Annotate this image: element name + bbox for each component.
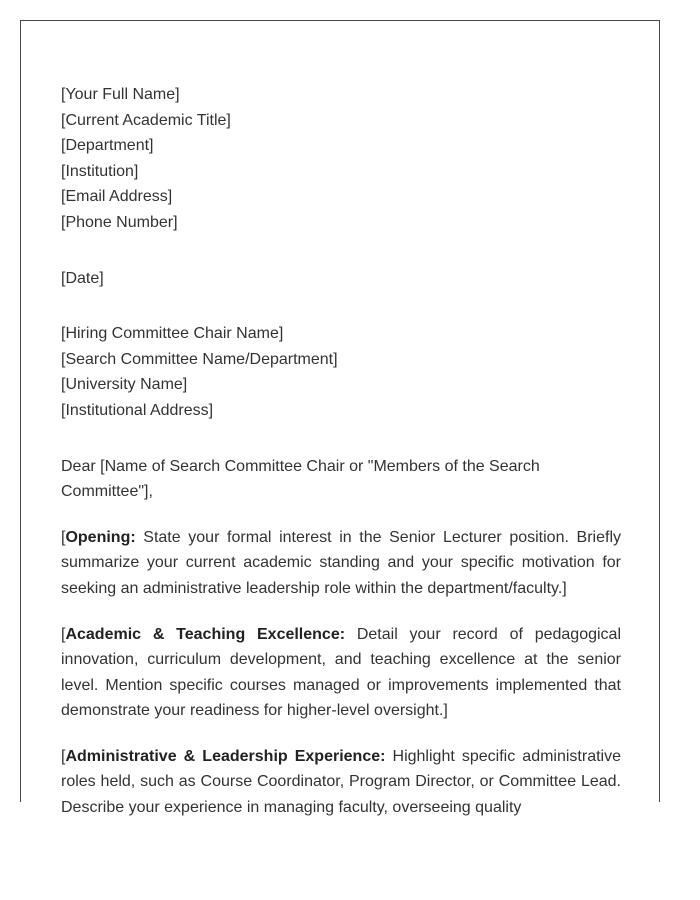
- paragraph-academic-teaching: [61, 622, 621, 724]
- letter-content: [61, 82, 621, 821]
- recipient-university: [University Name]: [61, 376, 188, 394]
- paragraph-open-bracket: [: [61, 747, 66, 765]
- recipient-committee: [Search Committee Name/Department]: [61, 350, 338, 368]
- sender-institution: [Institution]: [61, 162, 139, 180]
- paragraph-body: Detail your record of pedagogical innovation, curriculum development, and teaching excellence at the senior level. Mention specific courses managed or improvements implemented that demonstrate your readiness for higher-level oversight.]: [61, 625, 622, 720]
- salutation: Dear [Name of Search Committee Chair or "Members of the Search Committee"],: [61, 457, 540, 501]
- paragraph-opening: [61, 525, 621, 602]
- sender-email: [Email Address]: [61, 188, 173, 206]
- paragraph-heading: Administrative & Leadership Experience:: [65, 747, 386, 765]
- recipient-block: [61, 321, 621, 423]
- letter-date: [Date]: [61, 269, 104, 287]
- salutation-block: [61, 454, 621, 505]
- recipient-address: [Institutional Address]: [61, 401, 214, 419]
- paragraph-heading: Opening:: [65, 528, 136, 546]
- sender-department: [Department]: [61, 137, 154, 155]
- recipient-chair-name: [Hiring Committee Chair Name]: [61, 325, 284, 343]
- paragraph-administrative-leadership: [61, 744, 621, 821]
- paragraph-heading: Academic & Teaching Excellence:: [65, 625, 346, 643]
- paragraph-open-bracket: [: [61, 625, 66, 643]
- sender-block: [61, 82, 621, 236]
- letter-page: [20, 20, 660, 817]
- paragraph-open-bracket: [: [61, 528, 66, 546]
- paragraph-body: State your formal interest in the Senior Lecturer position. Briefly summarize your current academic standing and your specific motivation for seeking an administrative leadership role within the department/faculty.]: [61, 528, 621, 597]
- date-block: [61, 266, 621, 292]
- sender-phone: [Phone Number]: [61, 213, 178, 231]
- sender-full-name: [Your Full Name]: [61, 86, 180, 103]
- sender-academic-title: [Current Academic Title]: [61, 111, 231, 129]
- paragraph-body: Highlight specific administrative roles held, such as Course Coordinator, Program Director, or Committee Lead. Describe your experience in managing faculty, overseeing quality: [61, 747, 621, 817]
